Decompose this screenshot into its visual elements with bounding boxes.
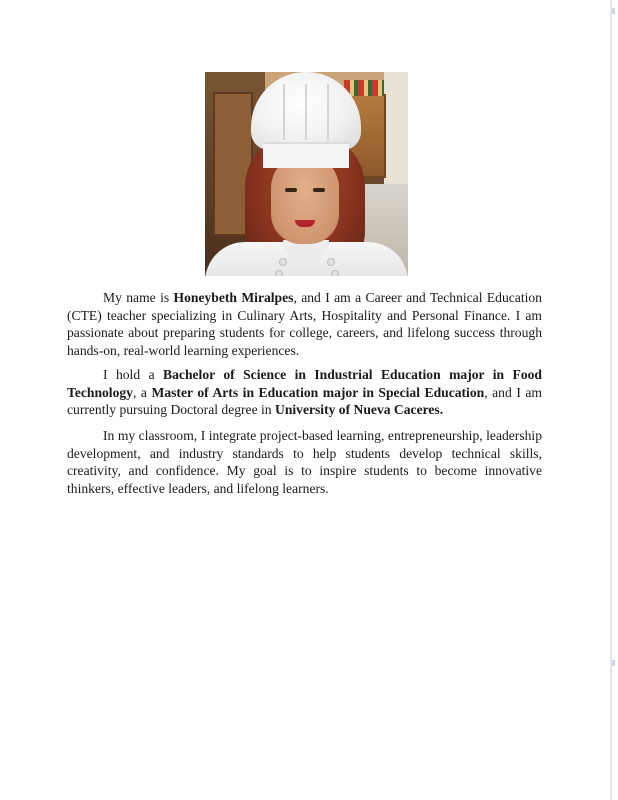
scan-mark bbox=[612, 660, 615, 666]
scan-edge bbox=[610, 0, 612, 800]
chef-hat-fold bbox=[283, 84, 285, 140]
jacket-button bbox=[279, 258, 287, 266]
jacket-button bbox=[331, 270, 339, 276]
edu-text-1: I hold a bbox=[103, 367, 164, 382]
bio-paragraph-intro bbox=[67, 289, 542, 359]
photo-eye bbox=[313, 188, 325, 192]
bio-paragraph-classroom bbox=[67, 427, 542, 497]
jacket-button bbox=[275, 270, 283, 276]
jacket-button bbox=[327, 258, 335, 266]
bachelor-degree: Bachelor of Science in Industrial Education major in Food Technology bbox=[67, 367, 542, 400]
portrait-photo bbox=[205, 72, 408, 276]
photo-eye bbox=[285, 188, 297, 192]
intro-text: My name is bbox=[103, 290, 174, 305]
bio-paragraph-education bbox=[67, 366, 542, 419]
edu-text-2: , a bbox=[132, 384, 152, 400]
master-degree: Master of Arts in Education major in Special Education bbox=[151, 384, 485, 400]
doctoral-university: University of Nueva Caceres. bbox=[275, 402, 444, 418]
intro-rest: , and I am a Career and Technical Education (CTE) teacher specializing in Culinary Arts, Hospitality and Personal Finance. I am passionate about preparing students for college, careers, and lifelong success through hands-on, real-world learning experiences. bbox=[67, 290, 542, 358]
classroom-text: In my classroom, I integrate project-based learning, entrepreneurship, leadership development, and industry standards to help students develop technical skills, creativity, and confidence. My goal is to inspire students to become innovative thinkers, effective leaders, and lifelong learners. bbox=[67, 428, 542, 496]
chef-hat-fold bbox=[327, 84, 329, 140]
chef-hat-band bbox=[263, 142, 349, 168]
edu-text-3: , and I am currently pursuing Doctoral degree in bbox=[67, 384, 543, 418]
chef-hat-fold bbox=[305, 84, 307, 140]
scan-mark bbox=[612, 8, 615, 14]
teacher-name: Honeybeth Miralpes bbox=[173, 290, 294, 305]
